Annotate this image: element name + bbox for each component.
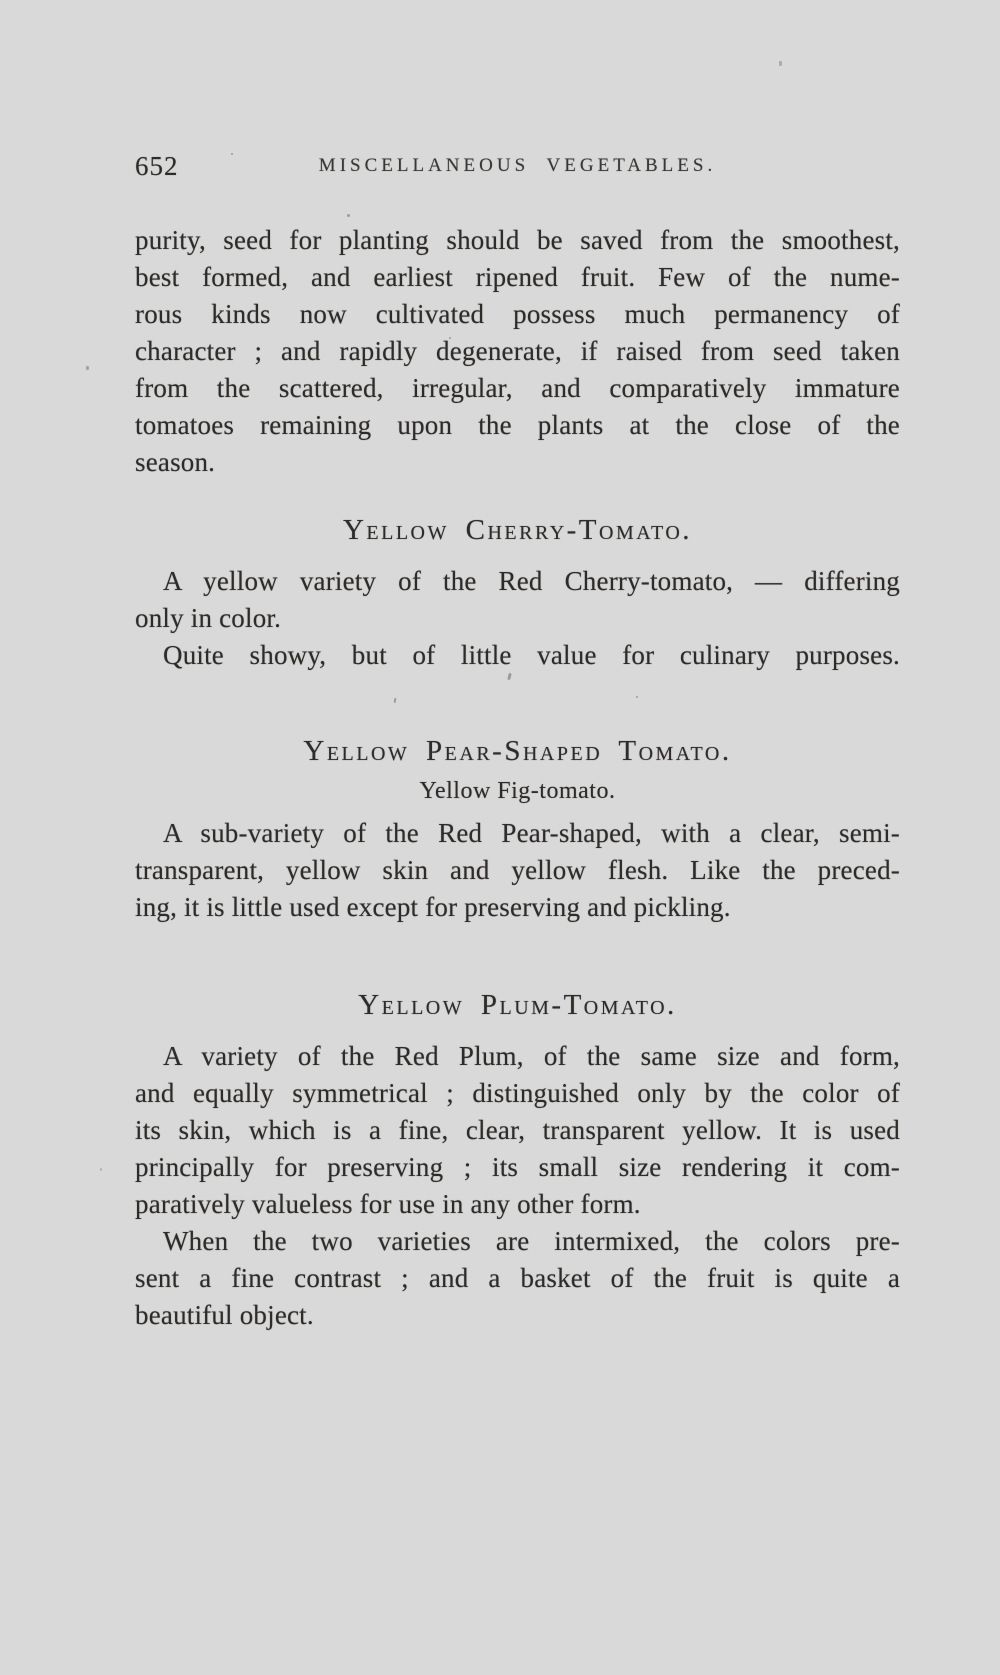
section-heading-yellow-pear-shaped-tomato: Yellow Pear-Shaped Tomato. [303, 735, 732, 767]
section-heading-yellow-plum-tomato: Yellow Plum-Tomato. [358, 989, 677, 1021]
text-line: rous kinds now cultivated possess much permanency of [135, 299, 900, 329]
text-line: paratively valueless for use in any other form. [135, 1189, 641, 1219]
scan-speck [100, 1168, 102, 1171]
section-heading-yellow-cherry-tomato: Yellow Cherry-Tomato. [342, 514, 693, 546]
paragraph [135, 815, 900, 926]
text-line: beautiful object. [135, 1300, 314, 1330]
text-line: tomatoes remaining upon the plants at the close of the [135, 410, 900, 440]
text-line: season. [135, 447, 216, 477]
text-line: sent a fine contrast ; and a basket of the fruit is quite a [135, 1263, 900, 1293]
text-line: When the two varieties are intermixed, the colors pre- [163, 1226, 900, 1256]
text-line: principally for preserving ; its small size rendering it com- [135, 1152, 900, 1182]
text-line: Quite showy, but of little value for culinary purposes. [163, 640, 900, 670]
paragraph [135, 1223, 900, 1334]
text-line: A sub-variety of the Red Pear-shaped, with a clear, semi- [163, 818, 900, 848]
running-header [135, 150, 900, 182]
text-line: A yellow variety of the Red Cherry-tomato, — differing [163, 566, 900, 596]
text-line: A variety of the Red Plum, of the same size and form, [163, 1041, 900, 1071]
text-line: transparent, yellow skin and yellow flesh. Like the preced- [135, 855, 900, 885]
paragraph [135, 1038, 900, 1223]
text-column [135, 0, 900, 1334]
section-subheading-yellow-fig-tomato: Yellow Fig-tomato. [419, 778, 616, 804]
scan-speck [86, 366, 89, 370]
text-line: character ; and rapidly degenerate, if raised from seed taken [135, 336, 900, 366]
paragraph-continuation [135, 222, 900, 481]
text-line: ing, it is little used except for preserving and pickling. [135, 892, 731, 922]
text-line: purity, seed for planting should be saved from the smoothest, [135, 225, 900, 255]
text-line: only in color. [135, 603, 282, 633]
running-title: MISCELLANEOUS VEGETABLES. [318, 155, 717, 176]
text-line: from the scattered, irregular, and comparatively immature [135, 373, 900, 403]
text-line: its skin, which is a fine, clear, transparent yellow. It is used [135, 1115, 900, 1145]
text-line: and equally symmetrical ; distinguished only by the color of [135, 1078, 900, 1108]
page-number: 652 [135, 151, 179, 181]
text-line: best formed, and earliest ripened fruit. Few of the nume- [135, 262, 900, 292]
paragraph [135, 563, 900, 637]
paragraph [135, 637, 900, 674]
